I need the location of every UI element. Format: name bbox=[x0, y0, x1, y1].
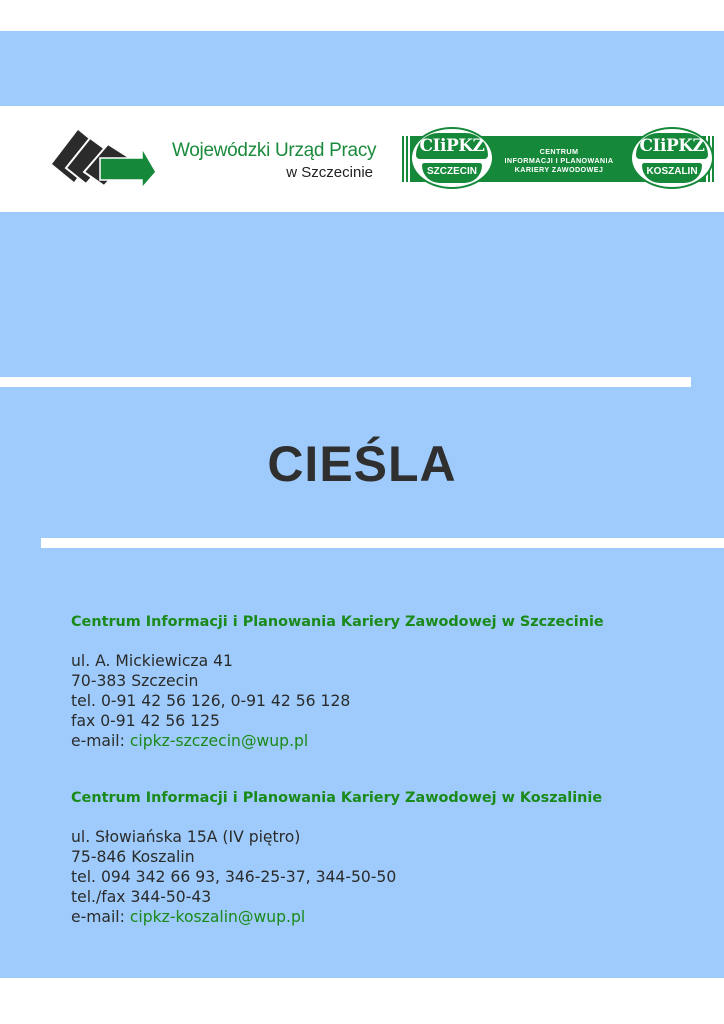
cipkz-koszalin-badge bbox=[630, 127, 714, 189]
contact-fax: tel./fax 344-50-43 bbox=[71, 888, 212, 906]
email-label: e-mail: bbox=[71, 908, 130, 926]
contact-email-row bbox=[71, 731, 711, 751]
contact-phone: tel. 0-91 42 56 126, 0-91 42 56 128 bbox=[71, 692, 351, 710]
contact-phone: tel. 094 342 66 93, 346-25-37, 344-50-50 bbox=[71, 868, 397, 886]
contact-lines bbox=[71, 651, 711, 751]
contact-address: ul. A. Mickiewicza 41 bbox=[71, 652, 233, 670]
divider-stripe-top bbox=[0, 377, 691, 387]
banner-line: KARIERY ZAWODOWEJ bbox=[514, 165, 604, 174]
page-title: CIEŚLA bbox=[267, 436, 457, 492]
wup-city: w Szczecinie bbox=[286, 164, 373, 181]
email-link[interactable]: cipkz-szczecin@wup.pl bbox=[129, 732, 309, 750]
badge-label: CIiPKZ bbox=[416, 133, 488, 159]
cipkz-szczecin-badge bbox=[410, 127, 494, 189]
email-label: e-mail: bbox=[71, 732, 130, 750]
banner-text bbox=[496, 147, 622, 174]
wup-name: Wojewódzki Urząd Pracy bbox=[172, 140, 377, 161]
contact-block-szczecin bbox=[71, 612, 711, 751]
contact-block-koszalin bbox=[71, 788, 711, 927]
badge-city: KOSZALIN bbox=[642, 163, 702, 183]
badge-label: CIiPKZ bbox=[636, 133, 708, 159]
contact-heading: Centrum Informacji i Planowania Kariery Zawodowej w Koszalinie bbox=[71, 790, 603, 806]
badge-city: SZCZECIN bbox=[422, 163, 482, 183]
cipkz-banner bbox=[402, 127, 714, 189]
contact-postal: 75-846 Koszalin bbox=[71, 848, 195, 866]
contact-address: ul. Słowiańska 15A (IV piętro) bbox=[71, 828, 301, 846]
contact-postal: 70-383 Szczecin bbox=[71, 672, 199, 690]
contact-fax: fax 0-91 42 56 125 bbox=[71, 712, 220, 730]
banner-line: CENTRUM bbox=[539, 147, 579, 156]
divider-stripe-bottom bbox=[41, 538, 724, 548]
email-link[interactable]: cipkz-koszalin@wup.pl bbox=[129, 908, 306, 926]
contact-lines bbox=[71, 827, 711, 927]
banner-line: INFORMACJI I PLANOWANIA bbox=[504, 156, 614, 165]
contact-email-row bbox=[71, 907, 711, 927]
contact-heading: Centrum Informacji i Planowania Kariery Zawodowej w Szczecinie bbox=[71, 614, 604, 630]
wup-logo-icon bbox=[50, 126, 160, 190]
